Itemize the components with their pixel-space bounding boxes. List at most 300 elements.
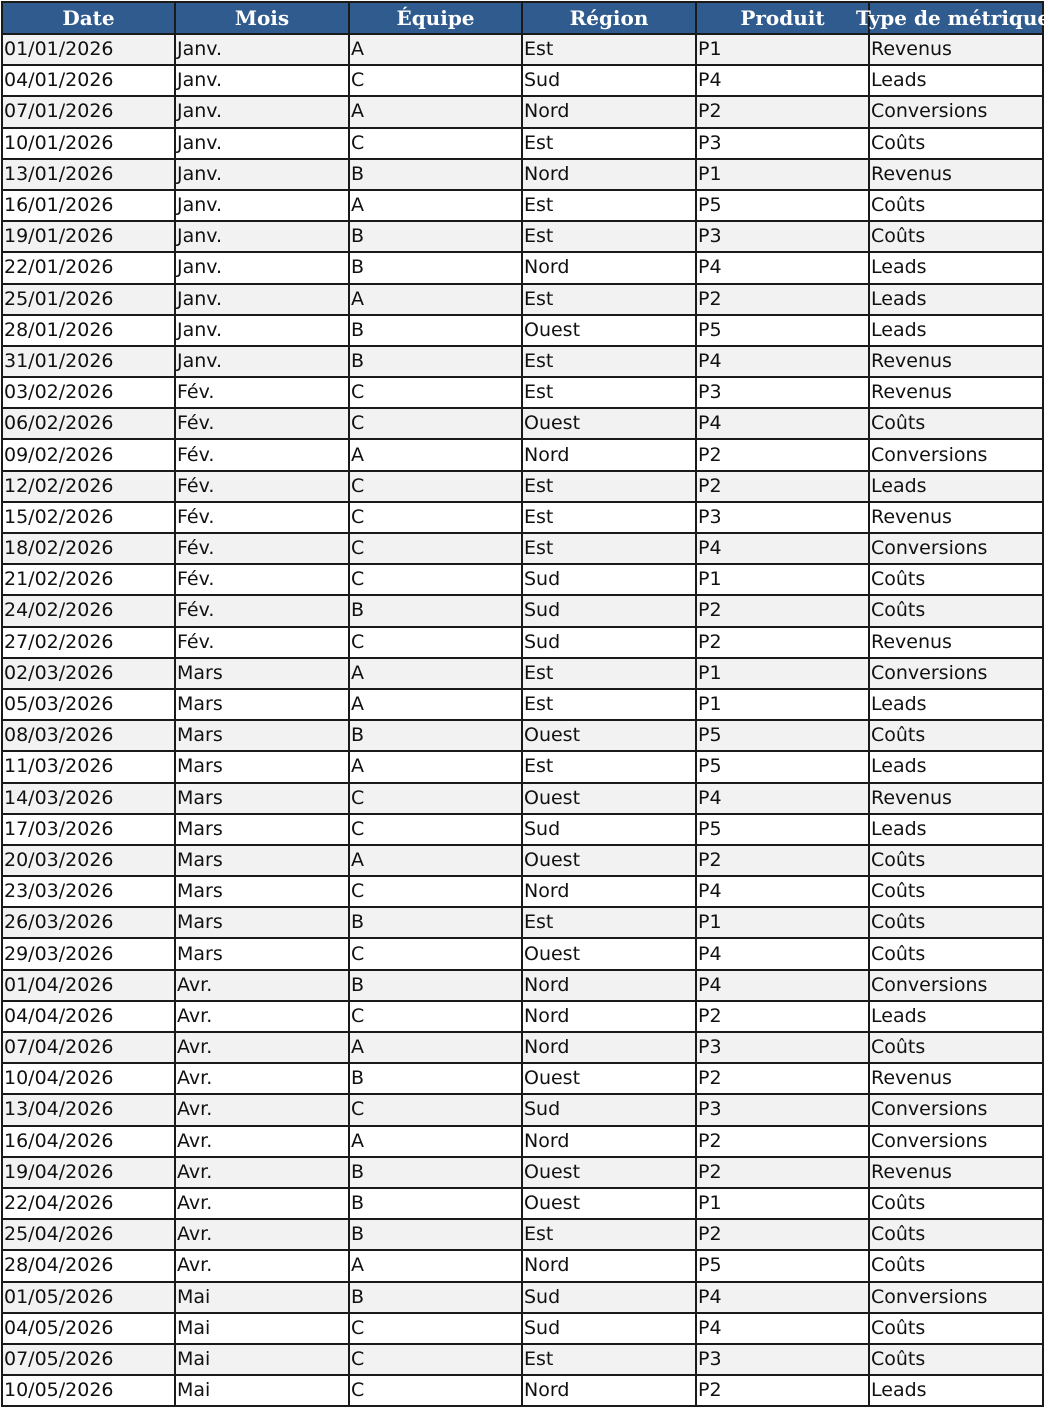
cell-produit[interactable]: P1 [696, 907, 869, 938]
table-row [2, 65, 1043, 96]
cell-type-de-metrique[interactable]: Leads [869, 751, 1043, 782]
cell-type-de-metrique[interactable]: Revenus [869, 627, 1043, 658]
table-row [2, 783, 1043, 814]
cell-region[interactable]: Nord [522, 1250, 696, 1281]
cell-produit[interactable]: P3 [696, 502, 869, 533]
cell-type-de-metrique[interactable]: Coûts [869, 595, 1043, 626]
cell-date[interactable]: 24/02/2026 [2, 595, 175, 626]
cell-date[interactable]: 04/05/2026 [2, 1313, 175, 1344]
cell-mois[interactable]: Avr. [175, 1157, 349, 1188]
cell-date[interactable]: 14/03/2026 [2, 783, 175, 814]
cell-region[interactable]: Est [522, 502, 696, 533]
cell-type-de-metrique[interactable]: Coûts [869, 876, 1043, 907]
cell-produit[interactable]: P2 [696, 845, 869, 876]
cell-region[interactable]: Nord [522, 96, 696, 127]
cell-mois[interactable]: Fév. [175, 533, 349, 564]
cell-equipe[interactable]: C [349, 128, 522, 159]
cell-mois[interactable]: Avr. [175, 1032, 349, 1063]
cell-type-de-metrique[interactable]: Leads [869, 65, 1043, 96]
cell-equipe[interactable]: A [349, 96, 522, 127]
table-row [2, 689, 1043, 720]
cell-region[interactable]: Est [522, 34, 696, 65]
table-row [2, 970, 1043, 1001]
cell-date[interactable]: 22/04/2026 [2, 1188, 175, 1219]
cell-mois[interactable]: Fév. [175, 564, 349, 595]
cell-produit[interactable]: P5 [696, 751, 869, 782]
cell-mois[interactable]: Mars [175, 938, 349, 969]
cell-region[interactable]: Sud [522, 1313, 696, 1344]
cell-type-de-metrique[interactable]: Conversions [869, 1282, 1043, 1313]
table-row [2, 315, 1043, 346]
table-row [2, 1282, 1043, 1313]
cell-produit[interactable]: P2 [696, 1001, 869, 1032]
cell-produit[interactable]: P4 [696, 938, 869, 969]
cell-equipe[interactable]: C [349, 471, 522, 502]
cell-mois[interactable]: Janv. [175, 315, 349, 346]
cell-region[interactable]: Sud [522, 595, 696, 626]
cell-mois[interactable]: Avr. [175, 970, 349, 1001]
cell-date[interactable]: 15/02/2026 [2, 502, 175, 533]
cell-mois[interactable]: Mars [175, 876, 349, 907]
cell-date[interactable]: 28/04/2026 [2, 1250, 175, 1281]
cell-produit[interactable]: P2 [696, 1126, 869, 1157]
cell-type-de-metrique[interactable]: Leads [869, 284, 1043, 315]
cell-region[interactable]: Est [522, 471, 696, 502]
cell-date[interactable]: 07/04/2026 [2, 1032, 175, 1063]
column-header-label: Équipe [396, 6, 475, 30]
cell-produit[interactable]: P2 [696, 439, 869, 470]
cell-date[interactable]: 07/05/2026 [2, 1344, 175, 1375]
cell-region[interactable]: Est [522, 346, 696, 377]
column-header-equipe[interactable] [349, 2, 522, 34]
cell-mois[interactable]: Avr. [175, 1219, 349, 1250]
cell-region[interactable]: Nord [522, 1032, 696, 1063]
cell-date[interactable]: 22/01/2026 [2, 252, 175, 283]
cell-type-de-metrique[interactable]: Coûts [869, 1188, 1043, 1219]
cell-date[interactable]: 06/02/2026 [2, 408, 175, 439]
table-header [2, 2, 1050, 34]
cell-date[interactable]: 05/03/2026 [2, 689, 175, 720]
cell-equipe[interactable]: B [349, 970, 522, 1001]
cell-produit[interactable]: P2 [696, 1219, 869, 1250]
cell-date[interactable]: 01/05/2026 [2, 1282, 175, 1313]
cell-mois[interactable]: Janv. [175, 252, 349, 283]
table-row [2, 159, 1043, 190]
cell-equipe[interactable]: C [349, 1375, 522, 1406]
cell-type-de-metrique[interactable]: Leads [869, 252, 1043, 283]
cell-produit[interactable]: P1 [696, 34, 869, 65]
cell-equipe[interactable]: A [349, 658, 522, 689]
cell-region[interactable]: Ouest [522, 845, 696, 876]
cell-equipe[interactable]: C [349, 377, 522, 408]
cell-date[interactable]: 04/04/2026 [2, 1001, 175, 1032]
cell-produit[interactable]: P1 [696, 658, 869, 689]
cell-produit[interactable]: P1 [696, 564, 869, 595]
cell-equipe[interactable]: C [349, 876, 522, 907]
cell-produit[interactable]: P2 [696, 284, 869, 315]
cell-mois[interactable]: Janv. [175, 346, 349, 377]
cell-produit[interactable]: P4 [696, 533, 869, 564]
cell-equipe[interactable]: C [349, 564, 522, 595]
cell-region[interactable]: Nord [522, 159, 696, 190]
cell-type-de-metrique[interactable]: Coûts [869, 564, 1043, 595]
cell-produit[interactable]: P2 [696, 471, 869, 502]
cell-date[interactable]: 28/01/2026 [2, 315, 175, 346]
cell-region[interactable]: Nord [522, 439, 696, 470]
cell-type-de-metrique[interactable]: Conversions [869, 1094, 1043, 1125]
cell-region[interactable]: Nord [522, 970, 696, 1001]
cell-region[interactable]: Est [522, 221, 696, 252]
table-row [2, 1063, 1043, 1094]
cell-region[interactable]: Est [522, 533, 696, 564]
cell-mois[interactable]: Mars [175, 751, 349, 782]
cell-date[interactable]: 11/03/2026 [2, 751, 175, 782]
table-row [2, 751, 1043, 782]
cell-date[interactable]: 20/03/2026 [2, 845, 175, 876]
cell-produit[interactable]: P2 [696, 1375, 869, 1406]
table-body [2, 34, 1043, 1406]
cell-equipe[interactable]: C [349, 627, 522, 658]
cell-date[interactable]: 02/03/2026 [2, 658, 175, 689]
cell-equipe[interactable]: B [349, 221, 522, 252]
data-table [1, 1, 1050, 1407]
cell-mois[interactable]: Janv. [175, 96, 349, 127]
cell-type-de-metrique[interactable]: Coûts [869, 408, 1043, 439]
table-row [2, 128, 1043, 159]
cell-date[interactable]: 09/02/2026 [2, 439, 175, 470]
cell-mois[interactable]: Janv. [175, 190, 349, 221]
cell-equipe[interactable]: A [349, 845, 522, 876]
cell-equipe[interactable]: B [349, 907, 522, 938]
cell-type-de-metrique[interactable]: Conversions [869, 658, 1043, 689]
cell-region[interactable]: Sud [522, 65, 696, 96]
cell-type-de-metrique[interactable]: Leads [869, 1375, 1043, 1406]
cell-mois[interactable]: Janv. [175, 65, 349, 96]
cell-produit[interactable]: P4 [696, 346, 869, 377]
cell-region[interactable]: Est [522, 751, 696, 782]
cell-region[interactable]: Ouest [522, 938, 696, 969]
cell-region[interactable]: Est [522, 1344, 696, 1375]
cell-produit[interactable]: P4 [696, 783, 869, 814]
cell-mois[interactable]: Mars [175, 658, 349, 689]
column-header-label: Date [62, 6, 115, 30]
cell-mois[interactable]: Mai [175, 1375, 349, 1406]
cell-mois[interactable]: Avr. [175, 1126, 349, 1157]
cell-type-de-metrique[interactable]: Coûts [869, 221, 1043, 252]
cell-region[interactable]: Ouest [522, 783, 696, 814]
cell-produit[interactable]: P4 [696, 1313, 869, 1344]
cell-region[interactable]: Nord [522, 1001, 696, 1032]
cell-type-de-metrique[interactable]: Coûts [869, 128, 1043, 159]
cell-equipe[interactable]: B [349, 1063, 522, 1094]
cell-equipe[interactable]: B [349, 720, 522, 751]
table-row [2, 284, 1043, 315]
column-header-produit[interactable] [696, 2, 869, 34]
cell-type-de-metrique[interactable]: Coûts [869, 1313, 1043, 1344]
cell-equipe[interactable]: C [349, 783, 522, 814]
column-header-region[interactable] [522, 2, 696, 34]
cell-equipe[interactable]: B [349, 1219, 522, 1250]
cell-type-de-metrique[interactable]: Conversions [869, 96, 1043, 127]
cell-type-de-metrique[interactable]: Revenus [869, 502, 1043, 533]
cell-equipe[interactable]: A [349, 751, 522, 782]
cell-equipe[interactable]: C [349, 533, 522, 564]
cell-equipe[interactable]: C [349, 1094, 522, 1125]
cell-date[interactable]: 10/05/2026 [2, 1375, 175, 1406]
cell-produit[interactable]: P1 [696, 689, 869, 720]
cell-date[interactable]: 01/04/2026 [2, 970, 175, 1001]
cell-produit[interactable]: P5 [696, 315, 869, 346]
cell-produit[interactable]: P3 [696, 1344, 869, 1375]
cell-type-de-metrique[interactable]: Revenus [869, 377, 1043, 408]
cell-produit[interactable]: P3 [696, 1032, 869, 1063]
cell-date[interactable]: 23/03/2026 [2, 876, 175, 907]
cell-mois[interactable]: Mars [175, 907, 349, 938]
cell-region[interactable]: Est [522, 1219, 696, 1250]
cell-date[interactable]: 12/02/2026 [2, 471, 175, 502]
cell-date[interactable]: 08/03/2026 [2, 720, 175, 751]
cell-produit[interactable]: P1 [696, 159, 869, 190]
cell-region[interactable]: Est [522, 284, 696, 315]
cell-produit[interactable]: P4 [696, 65, 869, 96]
cell-region[interactable]: Sud [522, 814, 696, 845]
table-row [2, 564, 1043, 595]
cell-type-de-metrique[interactable]: Revenus [869, 783, 1043, 814]
cell-mois[interactable]: Mars [175, 720, 349, 751]
cell-mois[interactable]: Mai [175, 1344, 349, 1375]
cell-region[interactable]: Nord [522, 876, 696, 907]
cell-date[interactable]: 16/04/2026 [2, 1126, 175, 1157]
cell-equipe[interactable]: B [349, 346, 522, 377]
cell-equipe[interactable]: C [349, 814, 522, 845]
cell-date[interactable]: 25/01/2026 [2, 284, 175, 315]
cell-date[interactable]: 03/02/2026 [2, 377, 175, 408]
cell-date[interactable]: 01/01/2026 [2, 34, 175, 65]
cell-equipe[interactable]: A [349, 439, 522, 470]
column-header-type-de-metrique[interactable] [856, 2, 1050, 34]
cell-equipe[interactable]: A [349, 1250, 522, 1281]
table-row [2, 1188, 1043, 1219]
cell-date[interactable]: 19/04/2026 [2, 1157, 175, 1188]
cell-region[interactable]: Nord [522, 1375, 696, 1406]
cell-mois[interactable]: Avr. [175, 1250, 349, 1281]
cell-equipe[interactable]: B [349, 1282, 522, 1313]
cell-equipe[interactable]: C [349, 408, 522, 439]
cell-type-de-metrique[interactable]: Coûts [869, 720, 1043, 751]
column-header-date[interactable] [2, 2, 175, 34]
column-header-mois[interactable] [175, 2, 349, 34]
cell-date[interactable]: 16/01/2026 [2, 190, 175, 221]
cell-mois[interactable]: Janv. [175, 128, 349, 159]
cell-date[interactable]: 27/02/2026 [2, 627, 175, 658]
cell-equipe[interactable]: C [349, 1344, 522, 1375]
cell-region[interactable]: Ouest [522, 315, 696, 346]
cell-date[interactable]: 10/04/2026 [2, 1063, 175, 1094]
cell-date[interactable]: 13/01/2026 [2, 159, 175, 190]
cell-mois[interactable]: Avr. [175, 1063, 349, 1094]
cell-mois[interactable]: Mars [175, 783, 349, 814]
cell-type-de-metrique[interactable]: Revenus [869, 34, 1043, 65]
cell-type-de-metrique[interactable]: Conversions [869, 1126, 1043, 1157]
cell-region[interactable]: Ouest [522, 1063, 696, 1094]
table-row [2, 502, 1043, 533]
table-row [2, 471, 1043, 502]
cell-mois[interactable]: Avr. [175, 1094, 349, 1125]
cell-date[interactable]: 19/01/2026 [2, 221, 175, 252]
cell-region[interactable]: Est [522, 377, 696, 408]
cell-produit[interactable]: P3 [696, 128, 869, 159]
cell-type-de-metrique[interactable]: Conversions [869, 970, 1043, 1001]
cell-type-de-metrique[interactable]: Revenus [869, 1063, 1043, 1094]
cell-equipe[interactable]: B [349, 595, 522, 626]
table-row [2, 221, 1043, 252]
cell-equipe[interactable]: A [349, 284, 522, 315]
cell-type-de-metrique[interactable]: Revenus [869, 1157, 1043, 1188]
cell-region[interactable]: Est [522, 658, 696, 689]
cell-mois[interactable]: Fév. [175, 471, 349, 502]
header-row [2, 2, 1043, 34]
cell-equipe[interactable]: B [349, 252, 522, 283]
cell-region[interactable]: Sud [522, 1282, 696, 1313]
cell-equipe[interactable]: B [349, 315, 522, 346]
cell-date[interactable]: 21/02/2026 [2, 564, 175, 595]
cell-region[interactable]: Ouest [522, 1157, 696, 1188]
table-row [2, 1126, 1043, 1157]
cell-equipe[interactable]: C [349, 65, 522, 96]
cell-produit[interactable]: P5 [696, 814, 869, 845]
cell-region[interactable]: Est [522, 689, 696, 720]
cell-produit[interactable]: P4 [696, 876, 869, 907]
cell-produit[interactable]: P2 [696, 1157, 869, 1188]
cell-produit[interactable]: P3 [696, 377, 869, 408]
column-header-label: Région [569, 6, 649, 30]
cell-type-de-metrique[interactable]: Conversions [869, 533, 1043, 564]
cell-type-de-metrique[interactable]: Leads [869, 1001, 1043, 1032]
cell-equipe[interactable]: C [349, 502, 522, 533]
cell-region[interactable]: Ouest [522, 1188, 696, 1219]
cell-produit[interactable]: P2 [696, 627, 869, 658]
cell-mois[interactable]: Mai [175, 1313, 349, 1344]
cell-mois[interactable]: Mars [175, 845, 349, 876]
cell-equipe[interactable]: A [349, 190, 522, 221]
cell-equipe[interactable]: B [349, 1157, 522, 1188]
cell-produit[interactable]: P4 [696, 1282, 869, 1313]
cell-equipe[interactable]: B [349, 159, 522, 190]
cell-type-de-metrique[interactable]: Revenus [869, 159, 1043, 190]
cell-mois[interactable]: Janv. [175, 159, 349, 190]
cell-equipe[interactable]: C [349, 1001, 522, 1032]
cell-mois[interactable]: Mars [175, 689, 349, 720]
cell-mois[interactable]: Mai [175, 1282, 349, 1313]
table-row [2, 845, 1043, 876]
cell-produit[interactable]: P4 [696, 408, 869, 439]
cell-type-de-metrique[interactable]: Revenus [869, 346, 1043, 377]
cell-region[interactable]: Nord [522, 1126, 696, 1157]
cell-mois[interactable]: Janv. [175, 34, 349, 65]
cell-type-de-metrique[interactable]: Conversions [869, 439, 1043, 470]
cell-region[interactable]: Sud [522, 1094, 696, 1125]
cell-date[interactable]: 17/03/2026 [2, 814, 175, 845]
cell-type-de-metrique[interactable]: Coûts [869, 938, 1043, 969]
cell-type-de-metrique[interactable]: Coûts [869, 845, 1043, 876]
cell-mois[interactable]: Fév. [175, 439, 349, 470]
table-row [2, 1313, 1043, 1344]
table-row [2, 907, 1043, 938]
cell-mois[interactable]: Fév. [175, 627, 349, 658]
cell-mois[interactable]: Fév. [175, 502, 349, 533]
cell-region[interactable]: Sud [522, 627, 696, 658]
cell-mois[interactable]: Fév. [175, 595, 349, 626]
cell-equipe[interactable]: A [349, 1032, 522, 1063]
cell-region[interactable]: Est [522, 128, 696, 159]
cell-date[interactable]: 25/04/2026 [2, 1219, 175, 1250]
cell-type-de-metrique[interactable]: Leads [869, 814, 1043, 845]
cell-produit[interactable]: P3 [696, 221, 869, 252]
cell-region[interactable]: Nord [522, 252, 696, 283]
cell-mois[interactable]: Janv. [175, 284, 349, 315]
cell-type-de-metrique[interactable]: Coûts [869, 1219, 1043, 1250]
cell-equipe[interactable]: A [349, 689, 522, 720]
cell-date[interactable]: 13/04/2026 [2, 1094, 175, 1125]
cell-date[interactable]: 07/01/2026 [2, 96, 175, 127]
cell-produit[interactable]: P2 [696, 1063, 869, 1094]
cell-produit[interactable]: P1 [696, 1188, 869, 1219]
cell-region[interactable]: Sud [522, 564, 696, 595]
column-header-label: Produit [740, 6, 825, 30]
cell-produit[interactable]: P4 [696, 970, 869, 1001]
cell-region[interactable]: Est [522, 190, 696, 221]
cell-produit[interactable]: P3 [696, 1094, 869, 1125]
cell-mois[interactable]: Janv. [175, 221, 349, 252]
cell-produit[interactable]: P2 [696, 595, 869, 626]
cell-equipe[interactable]: A [349, 34, 522, 65]
cell-mois[interactable]: Fév. [175, 408, 349, 439]
cell-date[interactable]: 26/03/2026 [2, 907, 175, 938]
cell-region[interactable]: Est [522, 907, 696, 938]
table-row [2, 1375, 1043, 1406]
cell-mois[interactable]: Fév. [175, 377, 349, 408]
cell-type-de-metrique[interactable]: Coûts [869, 1032, 1043, 1063]
cell-date[interactable]: 29/03/2026 [2, 938, 175, 969]
cell-type-de-metrique[interactable]: Coûts [869, 190, 1043, 221]
cell-equipe[interactable]: B [349, 1188, 522, 1219]
cell-date[interactable]: 18/02/2026 [2, 533, 175, 564]
cell-equipe[interactable]: A [349, 1126, 522, 1157]
cell-produit[interactable]: P5 [696, 1250, 869, 1281]
cell-produit[interactable]: P2 [696, 96, 869, 127]
cell-mois[interactable]: Mars [175, 814, 349, 845]
cell-date[interactable]: 04/01/2026 [2, 65, 175, 96]
cell-type-de-metrique[interactable]: Coûts [869, 907, 1043, 938]
cell-equipe[interactable]: C [349, 938, 522, 969]
cell-region[interactable]: Ouest [522, 720, 696, 751]
cell-date[interactable]: 10/01/2026 [2, 128, 175, 159]
cell-region[interactable]: Ouest [522, 408, 696, 439]
cell-type-de-metrique[interactable]: Leads [869, 315, 1043, 346]
cell-type-de-metrique[interactable]: Coûts [869, 1250, 1043, 1281]
cell-produit[interactable]: P4 [696, 252, 869, 283]
cell-type-de-metrique[interactable]: Leads [869, 689, 1043, 720]
cell-type-de-metrique[interactable]: Leads [869, 471, 1043, 502]
cell-produit[interactable]: P5 [696, 190, 869, 221]
cell-date[interactable]: 31/01/2026 [2, 346, 175, 377]
table-row [2, 658, 1043, 689]
cell-produit[interactable]: P5 [696, 720, 869, 751]
cell-type-de-metrique[interactable]: Coûts [869, 1344, 1043, 1375]
cell-mois[interactable]: Avr. [175, 1188, 349, 1219]
cell-equipe[interactable]: C [349, 1313, 522, 1344]
cell-mois[interactable]: Avr. [175, 1001, 349, 1032]
